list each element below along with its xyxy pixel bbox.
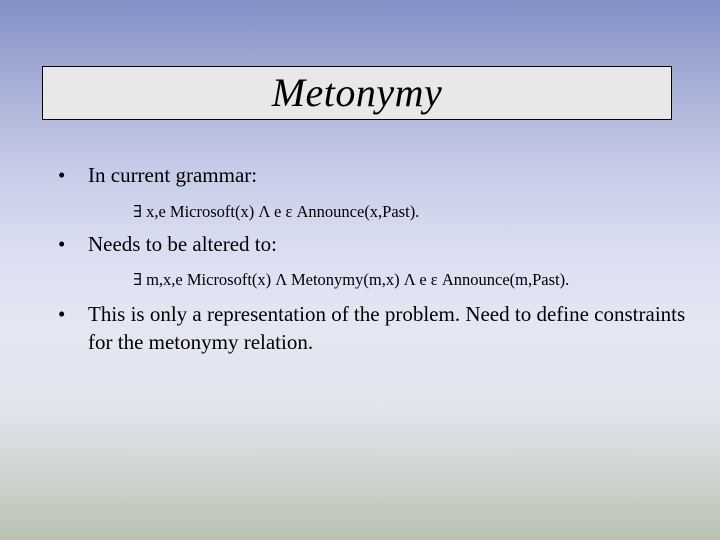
formula-1: ∃ x,e Microsoft(x) Λ e ε Announce(x,Past). (133, 202, 420, 221)
title-box (42, 66, 672, 120)
bullet-item-2 (58, 230, 688, 258)
formula-2: ∃ m,x,e Microsoft(x) Λ Metonymy(m,x) Λ e ε Announce(m,Past). (133, 270, 570, 289)
bullet-item-3 (58, 300, 688, 356)
bullet-text-1: In current grammar: (88, 163, 258, 187)
bullet-dot-icon: • (58, 232, 66, 256)
bullet-dot-icon: • (58, 163, 66, 187)
bullet-dot-icon: • (58, 302, 66, 326)
bullet-text-3: This is only a representation of the problem. Need to define constraints for the metonymy relation. (88, 302, 686, 354)
slide-title: Metonymy (271, 70, 443, 115)
bullet-text-2: Needs to be altered to: (88, 232, 277, 256)
bullet-item-1 (58, 161, 688, 189)
